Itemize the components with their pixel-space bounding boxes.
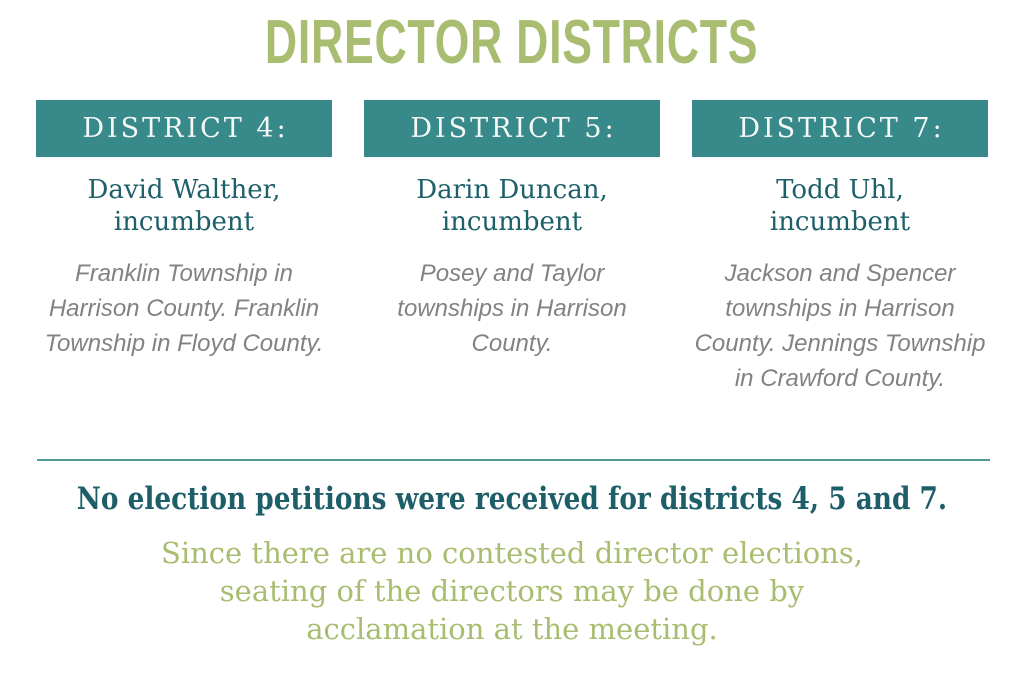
district-5-header-label: DISTRICT 5: <box>410 113 617 144</box>
district-4-column <box>36 100 332 396</box>
no-petitions-statement: No election petitions were received for districts 4, 5 and 7. <box>76 481 948 517</box>
acclamation-line-3: acclamation at the meeting. <box>306 612 718 646</box>
page-title-wrap <box>0 8 1024 77</box>
district-4-incumbent-role: incumbent <box>113 207 255 237</box>
acclamation-line-2: seating of the directors may be done by <box>219 574 805 608</box>
district-4-incumbent <box>36 174 332 238</box>
district-7-incumbent-name: Todd Uhl, <box>776 175 904 205</box>
district-4-header-label: DISTRICT 4: <box>82 113 289 144</box>
district-7-incumbent <box>692 174 988 238</box>
acclamation-line-1: Since there are no contested director elections, <box>160 536 864 570</box>
horizontal-divider <box>37 459 990 461</box>
district-5-incumbent-role: incumbent <box>441 207 583 237</box>
district-7-header-bar <box>692 100 988 157</box>
district-7-incumbent-role: incumbent <box>769 207 911 237</box>
page-title: DIRECTOR DISTRICTS <box>265 8 759 77</box>
district-5-territory: Posey and Taylor townships in Harrison County. <box>397 260 627 357</box>
acclamation-note <box>0 534 1024 648</box>
district-4-incumbent-name: David Walther, <box>87 175 281 205</box>
district-5-header-bar <box>364 100 660 157</box>
district-5-column <box>364 100 660 396</box>
districts-grid <box>36 100 988 396</box>
no-petitions-wrap <box>0 482 1024 518</box>
district-4-header-bar <box>36 100 332 157</box>
district-7-header-label: DISTRICT 7: <box>738 113 945 144</box>
district-7-territory: Jackson and Spencer townships in Harrison County. Jennings Township in Crawford County. <box>694 260 986 392</box>
district-5-incumbent-name: Darin Duncan, <box>416 175 608 205</box>
district-7-column <box>692 100 988 396</box>
district-4-territory: Franklin Township in Harrison County. Franklin Township in Floyd County. <box>44 260 324 357</box>
district-5-incumbent <box>364 174 660 238</box>
